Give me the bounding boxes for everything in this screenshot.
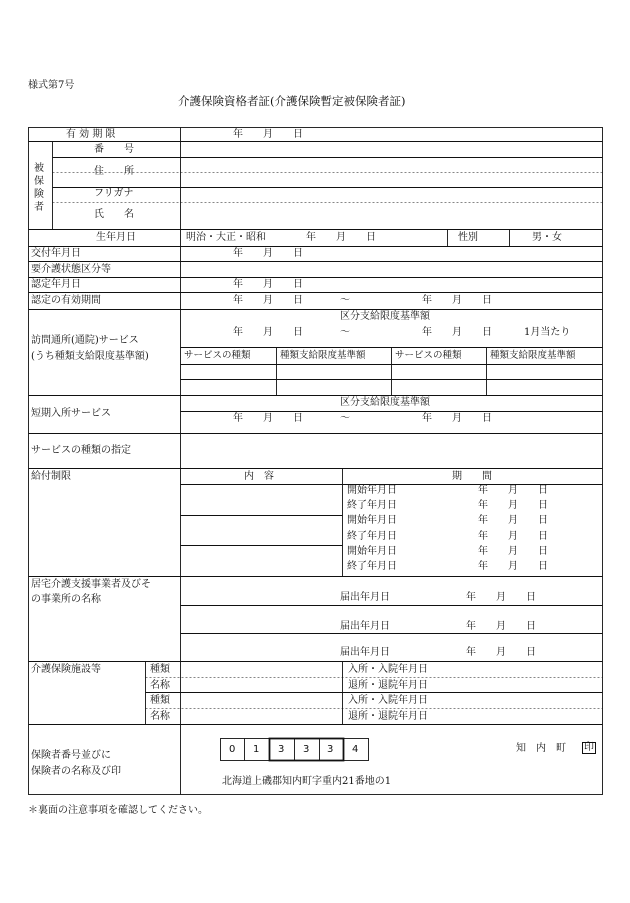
facility-date-label: 退所・退院年月日 bbox=[348, 679, 428, 691]
care-level-label: 要介護状態区分等 bbox=[31, 264, 111, 275]
facility-sub-label: 種類 bbox=[150, 664, 170, 675]
benefit-row-date[interactable]: 年 月 日 bbox=[478, 515, 548, 527]
type-limit-header-2: 種類支給限度基準額 bbox=[490, 350, 576, 361]
period-header: 期 間 bbox=[452, 471, 492, 482]
notification-date-label: 届出年月日 bbox=[340, 647, 390, 658]
insured-group-label: 被保険者 bbox=[34, 163, 44, 213]
notification-date[interactable]: 年 月 日 bbox=[466, 647, 536, 658]
notification-date-label: 届出年月日 bbox=[340, 621, 390, 632]
short-stay-label: 短期入所サービス bbox=[31, 408, 111, 419]
benefit-row-label: 終了年月日 bbox=[347, 530, 397, 542]
facility-sub-label: 名称 bbox=[150, 679, 170, 691]
facility-date-label: 入所・入院年月日 bbox=[348, 695, 428, 706]
facility-sub-label: 種類 bbox=[150, 695, 170, 706]
benefit-row-label: 終了年月日 bbox=[347, 500, 397, 512]
benefit-row-label: 開始年月日 bbox=[347, 485, 397, 496]
page-title: 介護保険資格者証(介護保険暫定被保険者証) bbox=[178, 94, 406, 108]
service-type-header-2: サービスの種類 bbox=[395, 350, 462, 361]
footer-note: ＊裏面の注意事項を確認してください。 bbox=[28, 805, 208, 816]
benefit-row-label: 開始年月日 bbox=[347, 515, 397, 527]
short-limit-header: 区分支給限度基準額 bbox=[340, 397, 430, 408]
seal-mark: 印 bbox=[584, 742, 594, 753]
insurer-digit: 3 bbox=[303, 744, 310, 755]
benefit-row-date[interactable]: 年 月 日 bbox=[478, 530, 548, 542]
name-label: 氏 名 bbox=[94, 209, 134, 220]
dob-eras[interactable]: 明治・大正・昭和 bbox=[186, 232, 266, 243]
insurer-name: 知 内 町 bbox=[516, 743, 566, 754]
notification-date[interactable]: 年 月 日 bbox=[466, 621, 536, 632]
insurer-digit: 4 bbox=[352, 744, 359, 755]
type-limit-header-1: 種類支給限度基準額 bbox=[280, 350, 366, 361]
short-tilde: ～ bbox=[340, 413, 350, 424]
cert-period-label: 認定の有効期間 bbox=[31, 295, 101, 306]
issue-date-ymd[interactable]: 年 月 日 bbox=[233, 248, 303, 259]
insurer-digit: 3 bbox=[278, 744, 285, 755]
short-to[interactable]: 年 月 日 bbox=[422, 413, 492, 424]
benefit-row-date[interactable]: 年 月 日 bbox=[478, 500, 548, 512]
home-limit-header: 区分支給限度基準額 bbox=[340, 311, 430, 322]
notification-date-label: 届出年月日 bbox=[340, 592, 390, 603]
benefit-row-date[interactable]: 年 月 日 bbox=[478, 485, 548, 496]
sex-options[interactable]: 男・女 bbox=[532, 232, 562, 243]
benefit-row-label: 開始年月日 bbox=[347, 545, 397, 557]
insurer-address: 北海道上磯郡知内町字重内21番地の1 bbox=[222, 776, 392, 787]
benefit-row-label: 終了年月日 bbox=[347, 561, 397, 572]
notification-date[interactable]: 年 月 日 bbox=[466, 592, 536, 603]
address-label: 住 所 bbox=[94, 166, 134, 177]
cert-period-tilde: ～ bbox=[340, 295, 350, 306]
per-month-label: 1月当たり bbox=[524, 327, 571, 338]
service-type-header-1: サービスの種類 bbox=[184, 350, 251, 361]
cert-date-label: 認定年月日 bbox=[31, 279, 81, 290]
care-support-label: 居宅介護支援事業者及びそ bbox=[31, 579, 151, 590]
dob-label: 生年月日 bbox=[96, 232, 136, 243]
content-header: 内 容 bbox=[244, 471, 274, 482]
cert-period-to[interactable]: 年 月 日 bbox=[422, 295, 492, 306]
insurer-digit: 3 bbox=[327, 744, 334, 755]
service-designation-label: サービスの種類の指定 bbox=[31, 445, 131, 456]
validity-label: 有 効 期 限 bbox=[66, 129, 116, 140]
cert-period-from[interactable]: 年 月 日 bbox=[233, 295, 303, 306]
facility-date-label: 入所・入院年月日 bbox=[348, 664, 428, 675]
dob-ymd[interactable]: 年 月 日 bbox=[306, 232, 376, 243]
cert-date-ymd[interactable]: 年 月 日 bbox=[233, 279, 303, 290]
issue-date-label: 交付年月日 bbox=[31, 248, 81, 259]
number-label: 番 号 bbox=[94, 144, 134, 155]
home-to[interactable]: 年 月 日 bbox=[422, 327, 492, 338]
facility-sub-label: 名称 bbox=[150, 710, 170, 722]
insurer-label: 保険者番号並びに bbox=[31, 750, 111, 761]
benefit-limit-label: 給付制限 bbox=[31, 471, 71, 482]
benefit-row-date[interactable]: 年 月 日 bbox=[478, 545, 548, 557]
benefit-row-date[interactable]: 年 月 日 bbox=[478, 561, 548, 572]
insurer-digit: 1 bbox=[253, 744, 260, 755]
sex-label: 性別 bbox=[458, 232, 478, 243]
insurer-digit: 0 bbox=[229, 744, 236, 755]
validity-date[interactable]: 年 月 日 bbox=[233, 129, 303, 140]
facility-label: 介護保険施設等 bbox=[31, 664, 101, 675]
form-number: 様式第7号 bbox=[28, 80, 75, 91]
facility-date-label: 退所・退院年月日 bbox=[348, 710, 428, 722]
care-support-label-2: の事業所の名称 bbox=[31, 594, 101, 605]
home-service-label: 訪問通所(通院)サービス bbox=[31, 335, 139, 346]
home-service-sublabel: (うち種類支給限度基準額) bbox=[31, 351, 149, 362]
home-from[interactable]: 年 月 日 bbox=[233, 327, 303, 338]
short-from[interactable]: 年 月 日 bbox=[233, 413, 303, 424]
home-tilde: ～ bbox=[340, 327, 350, 338]
insurer-label-2: 保険者の名称及び印 bbox=[31, 766, 121, 777]
furigana-label: フリガナ bbox=[94, 188, 134, 199]
